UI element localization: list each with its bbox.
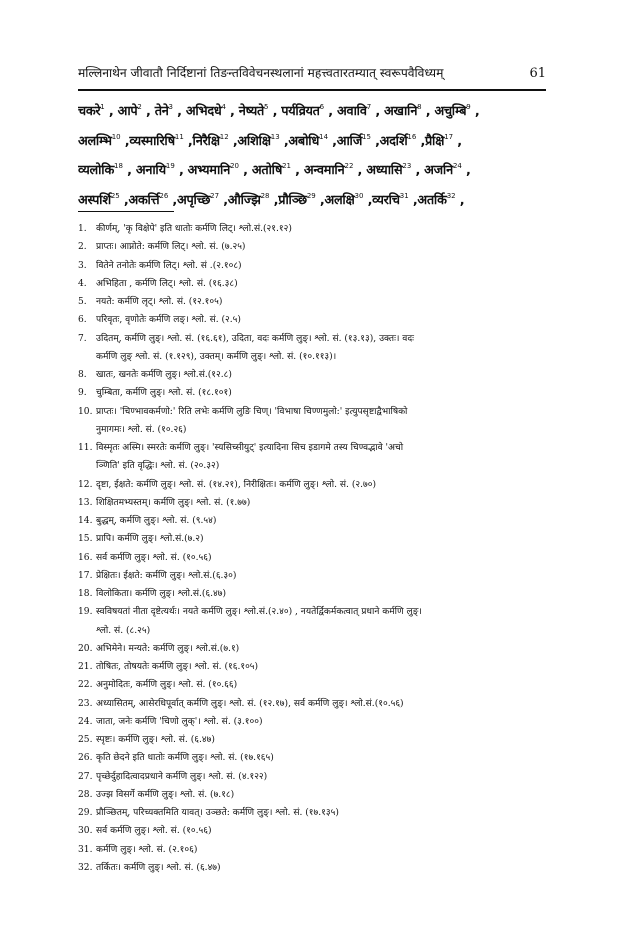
footnote bbox=[78, 786, 552, 804]
footnote-line: कीर्णम्, 'कृ विक्षेपे' इति धातोः कर्मणि लिट्। श्लो.सं.(२१.१२) bbox=[96, 224, 292, 234]
footnote-line: अभिहिता , कर्मणि लिट्। श्लो. सं. (१६.३८) bbox=[96, 278, 238, 289]
footnote-ref[interactable]: 22 bbox=[344, 162, 354, 170]
footnote-ref[interactable]: 19 bbox=[165, 162, 175, 170]
footnote-ref[interactable]: 32 bbox=[446, 191, 456, 200]
footnote bbox=[78, 293, 552, 311]
footnote-number: 30. bbox=[78, 826, 93, 837]
verb-form: चकरे bbox=[78, 104, 101, 119]
footnote-ref[interactable]: 27 bbox=[210, 191, 220, 200]
footnote-number: 19. bbox=[78, 607, 93, 618]
footnote-line: प्राप्तः। 'चिण्भावकर्मणो:' रिति लभेः कर्मणि लुङि चिण्। 'विभाषा चिण्णमुलो:' इत्युपसृष्टाद्वैभाषिको bbox=[96, 406, 408, 417]
footnote-line: वितेने तनोतेः कर्मणि लिट्। श्लो. सं .(२.१०८) bbox=[96, 260, 242, 271]
body-line bbox=[78, 125, 550, 155]
footnote-ref[interactable]: 28 bbox=[260, 191, 270, 200]
footnote-text bbox=[96, 512, 552, 530]
footnote-number: 26. bbox=[78, 753, 93, 764]
footnote-ref[interactable]: 4 bbox=[221, 103, 226, 111]
footnote-text bbox=[96, 384, 552, 402]
footnote-line: प्रौञ्छितम्, परिच्यक्तमिति यावत्। उञ्छते: कर्मणि लुङ्। श्लो. सं. (१७.१३५) bbox=[96, 808, 339, 818]
footnote-text bbox=[96, 275, 552, 293]
footnote bbox=[78, 476, 552, 494]
verb-form: , bbox=[461, 163, 471, 178]
footnote-number: 6. bbox=[78, 315, 87, 326]
footnote-ref[interactable]: 15 bbox=[362, 132, 371, 141]
footnote-ref[interactable]: 11 bbox=[174, 132, 184, 141]
footnote bbox=[78, 749, 552, 767]
footnote-number: 27. bbox=[78, 771, 93, 782]
footnote-line: ञ्णिति' इति वृद्धिः। श्लो. सं. (२०.३२) bbox=[96, 461, 220, 472]
footnote bbox=[78, 257, 552, 275]
footnote-line: चुम्बिता, कर्मणि लुङ्। श्लो. सं. (१८.१०१) bbox=[96, 388, 232, 399]
footnote-text bbox=[96, 530, 552, 548]
footnote-number: 23. bbox=[78, 698, 93, 709]
footnote-number: 21. bbox=[78, 662, 93, 672]
running-header bbox=[78, 64, 546, 81]
body-line bbox=[78, 184, 550, 214]
footnote-line: अध्यासितम्, आसेरधिपूर्वात् कर्मणि लुङ्। श्लो. सं. (१२.१७), सर्व कर्मणि लुङ्। श्लो.सं.(१०.५६) bbox=[96, 698, 404, 709]
footnote-line: प्रापि। कर्मणि लुङ्। श्लो.सं.(७.२) bbox=[96, 534, 204, 545]
footnote-text bbox=[96, 804, 552, 822]
footnote-number: 28. bbox=[78, 789, 93, 800]
footnote-line: तर्कितः। कर्मणि लुङ्। श्लो. सं. (६.४७) bbox=[96, 862, 221, 873]
footnote-ref[interactable]: 12 bbox=[219, 132, 229, 141]
footnote-line: परिवृतः, वृणोतेः कर्मणि लङ्। श्लो. सं. (२.५) bbox=[96, 315, 241, 326]
verb-form: ,अकर्त्ति bbox=[119, 192, 160, 208]
footnote-text bbox=[96, 585, 552, 603]
footnote-number: 15. bbox=[78, 534, 93, 545]
footnote-line: प्राप्तः। आप्नोते: कर्मणि लिट्। श्लो. सं. (७.२५) bbox=[96, 242, 246, 253]
footnote-ref[interactable]: 31 bbox=[399, 191, 409, 200]
footnote-ref[interactable]: 2 bbox=[137, 103, 142, 111]
verb-form: , bbox=[453, 133, 462, 149]
footnote-ref[interactable]: 21 bbox=[282, 162, 291, 170]
footnote-number: 11. bbox=[78, 443, 93, 453]
footnote-ref[interactable]: 9 bbox=[466, 103, 471, 111]
verb-form: , आपे bbox=[104, 104, 138, 119]
verb-form: अलम्भि bbox=[78, 133, 112, 149]
verb-form: , bbox=[455, 192, 465, 208]
footnote-text bbox=[96, 311, 552, 329]
footnote-text bbox=[96, 567, 552, 585]
footnote-ref[interactable]: 3 bbox=[168, 103, 173, 111]
footnote-number: 1. bbox=[78, 224, 87, 234]
verb-form: ,प्रैक्षि bbox=[416, 133, 445, 149]
footnote bbox=[78, 549, 552, 567]
verb-form: ,औज्झि bbox=[219, 192, 261, 208]
verb-form: , अखानि bbox=[371, 104, 418, 119]
footnote-text bbox=[96, 749, 552, 767]
verb-form: ,अपृच्छि bbox=[168, 192, 211, 208]
footnote-text bbox=[96, 220, 552, 238]
footnotes bbox=[78, 220, 552, 877]
footnote bbox=[78, 238, 552, 256]
verb-form: ,अतर्कि bbox=[408, 192, 447, 208]
footnote-ref[interactable]: 13 bbox=[270, 132, 280, 141]
verb-form: ,अशिक्षि bbox=[228, 133, 271, 149]
footnote-line: बुद्धम्, कर्मणि लुङ्। श्लो. सं. (९.५४) bbox=[96, 516, 217, 526]
verb-form: , तेने bbox=[141, 104, 169, 119]
verb-form: , अतोषि bbox=[239, 163, 283, 178]
footnote-ref[interactable]: 14 bbox=[319, 132, 329, 141]
footnote-number: 17. bbox=[78, 570, 93, 581]
footnote bbox=[78, 859, 552, 877]
footnote-number: 3. bbox=[78, 260, 87, 271]
footnote-line: श्लो. सं. (८.२५) bbox=[96, 625, 151, 636]
footnote-line: विस्मृतः अस्मि। स्मरतेः कर्मणि लुङ्। 'स्यसिच्सीयुट्' इत्यादिना सिच इडागमे तस्य चिण्वद्भावे 'अचो bbox=[96, 443, 404, 453]
footnote-text bbox=[96, 768, 552, 786]
footnote bbox=[78, 330, 552, 367]
footnote-text bbox=[96, 695, 552, 713]
footnote bbox=[78, 603, 552, 640]
footnote bbox=[78, 695, 552, 713]
verb-form: ,प्रौञ्छि bbox=[269, 192, 307, 208]
footnote bbox=[78, 676, 552, 694]
footnote bbox=[78, 366, 552, 384]
footnote-ref[interactable]: 20 bbox=[230, 162, 239, 170]
footnote-line: स्वविषयतां नीता दृष्टेत्यर्थः। नयते कर्मणि लुङ्। श्लो.सं.(२.४०) , नयतेर्द्विकर्मकत्वात् प्रधाने कर्मणि लुङ्। bbox=[96, 607, 422, 618]
verb-form: , पर्यव्रियत bbox=[268, 104, 320, 119]
footnote-number: 12. bbox=[78, 479, 93, 490]
footnote-text bbox=[96, 549, 552, 567]
footnote-text bbox=[96, 603, 552, 640]
verb-form: , नेष्यते bbox=[225, 104, 264, 119]
footnote-line: सर्व कर्मणि लुङ्। श्लो. सं. (१०.५६) bbox=[96, 552, 212, 563]
footnote-line: स्पृष्टः। कर्मणि लुङ्। श्लो. सं. (६.४७) bbox=[96, 735, 215, 745]
verb-form: ,आर्जि bbox=[328, 133, 363, 149]
footnote-ref[interactable]: 30 bbox=[354, 191, 364, 200]
footnote-line: खातः, खनतेः कर्मणि लुङ्। श्लो.सं.(१२.८) bbox=[96, 370, 232, 380]
footnote-text bbox=[96, 841, 552, 859]
footnote-ref[interactable]: 16 bbox=[407, 132, 417, 141]
footnote-text bbox=[96, 366, 552, 384]
footnote-text bbox=[96, 859, 552, 877]
footnote-number: 32. bbox=[78, 862, 93, 873]
footnote-line: नयते: कर्मणि लृट्। श्लो. सं. (१२.१०५) bbox=[96, 297, 223, 307]
footnote-ref[interactable]: 29 bbox=[306, 191, 316, 200]
footnote bbox=[78, 658, 552, 676]
verb-form: ,अलक्षि bbox=[315, 192, 355, 208]
footnote bbox=[78, 841, 552, 859]
footnote-text bbox=[96, 439, 552, 476]
footnote bbox=[78, 512, 552, 530]
footnote bbox=[78, 220, 552, 238]
footnote-line: प्रेक्षितः। ईक्षते: कर्मणि लुङ्। श्लो.सं.(६.३०) bbox=[96, 570, 237, 581]
footnote-number: 2. bbox=[78, 242, 87, 253]
footnote bbox=[78, 530, 552, 548]
verb-form: , अनायि bbox=[122, 163, 166, 178]
footnote-text bbox=[96, 658, 552, 676]
verb-form: , अन्वमानि bbox=[291, 163, 345, 178]
footnote-line: पृच्छेर्दुहादित्वादप्रधाने कर्मणि लुङ्। श्लो. सं. (४.१२२) bbox=[96, 771, 268, 782]
footnote-number: 8. bbox=[78, 370, 87, 380]
footnote-number: 16. bbox=[78, 552, 93, 563]
footnote-line: कर्मणि लुङ्। श्लो. सं. (२.१०६) bbox=[96, 844, 198, 855]
verb-form: ,व्यरचि bbox=[363, 192, 400, 208]
verb-form: ,निरैक्षि bbox=[183, 133, 220, 149]
footnote bbox=[78, 822, 552, 840]
footnote bbox=[78, 640, 552, 658]
footnote-number: 5. bbox=[78, 297, 87, 307]
footnote-text bbox=[96, 822, 552, 840]
footnote bbox=[78, 585, 552, 603]
verb-form: ,व्यस्मारिषि bbox=[120, 133, 175, 149]
footnote-ref[interactable]: 8 bbox=[417, 103, 422, 111]
footnote bbox=[78, 275, 552, 293]
footnote-number: 13. bbox=[78, 497, 93, 508]
footnote-number: 29. bbox=[78, 808, 93, 818]
footnote-number: 14. bbox=[78, 516, 93, 526]
footnote-text bbox=[96, 676, 552, 694]
verb-form: , अजनि bbox=[411, 163, 453, 178]
footnote-line: दृष्टा, ईक्षते: कर्मणि लुङ्। श्लो. सं. (१४.२१), निरीक्षितः। कर्मणि लुङ्। श्लो. सं. (२.७०) bbox=[96, 479, 376, 490]
footnote-number: 31. bbox=[78, 844, 93, 855]
verb-form: , अचुम्बि bbox=[421, 104, 467, 119]
footnote-ref[interactable]: 5 bbox=[263, 103, 269, 111]
footnote-ref[interactable]: 6 bbox=[319, 103, 325, 111]
footnote bbox=[78, 768, 552, 786]
verb-form: , अभिदधे bbox=[173, 104, 222, 119]
verb-form: ,अबोधि bbox=[279, 133, 320, 149]
footnote bbox=[78, 311, 552, 329]
footnote-ref[interactable]: 1 bbox=[100, 103, 105, 111]
footnote-number: 20. bbox=[78, 643, 93, 654]
footnote-text bbox=[96, 238, 552, 256]
footnote-number: 4. bbox=[78, 278, 87, 289]
footnote-line: जाता, जनेः कर्मणि 'चिणो लुक्'। श्लो. सं. (३.१००) bbox=[96, 716, 263, 727]
footnote-line: सर्व कर्मणि लुङ्। श्लो. सं. (१०.५६) bbox=[96, 826, 212, 837]
footnote-ref[interactable]: 24 bbox=[452, 162, 462, 170]
body-line bbox=[78, 154, 550, 184]
footnote-number: 24. bbox=[78, 716, 93, 727]
footnote-separator bbox=[78, 211, 174, 212]
footnote-line: उदितम्, कर्मणि लुङ्। श्लो. सं. (१६.६१), उदिता, वदः कर्मणि लुङ्। श्लो. सं. (१३.१३), उक्तः। वदः bbox=[96, 333, 415, 344]
footnote-line: कृति छेदने इति धातोः कर्मणि लुङ्। श्लो. सं. (१७.१६५) bbox=[96, 753, 274, 764]
footnote-ref[interactable]: 23 bbox=[402, 162, 412, 170]
footnote bbox=[78, 713, 552, 731]
footnote-number: 10. bbox=[78, 406, 93, 417]
footnote-line: तोषितः, तोषयतेः कर्मणि लुङ्। श्लो. सं. (१६.१०५) bbox=[96, 662, 259, 672]
footnote-text bbox=[96, 786, 552, 804]
header-rule bbox=[78, 89, 546, 91]
footnote-number: 25. bbox=[78, 735, 93, 745]
footnote bbox=[78, 384, 552, 402]
footnote-line: विलोकिता। कर्मणि लुङ्। श्लो.सं.(६.४७) bbox=[96, 589, 227, 599]
body-line bbox=[78, 95, 550, 125]
footnote-ref[interactable]: 18 bbox=[114, 162, 123, 170]
footnote-ref[interactable]: 7 bbox=[366, 103, 372, 111]
footnote-number: 18. bbox=[78, 589, 93, 599]
verb-form: अस्पर्शि bbox=[78, 192, 111, 208]
verb-form: , अभ्यमानि bbox=[174, 163, 231, 178]
footnote-ref[interactable]: 26 bbox=[159, 191, 169, 200]
footnote-number: 7. bbox=[78, 333, 87, 344]
footnote-text bbox=[96, 494, 552, 512]
footnote-line: कर्मणि लुङ् श्लो. सं. (१.१२९), उक्तम्। कर्मणि लुङ्। श्लो. सं. (१०.११३)। bbox=[96, 351, 337, 362]
footnote-ref[interactable]: 10 bbox=[111, 132, 121, 141]
footnote-text bbox=[96, 330, 552, 367]
verb-form: व्यलोकि bbox=[78, 163, 115, 178]
footnote bbox=[78, 439, 552, 476]
header-title: मल्लिनाथेन जीवातौ निर्दिष्टानां तिङन्तविवेचनस्थलानां महत्त्वतारतम्यात् स्वरूपवैविध्यम् bbox=[78, 66, 444, 80]
footnote bbox=[78, 804, 552, 822]
footnote-text bbox=[96, 713, 552, 731]
footnote-number: 22. bbox=[78, 680, 93, 691]
footnote-line: अभिमेने। मन्यते: कर्मणि लुङ्। श्लो.सं.(७.१) bbox=[96, 643, 240, 654]
footnote-line: शिक्षितमभ्यस्तम्। कर्मणि लुङ्। श्लो. सं. (१.७७) bbox=[96, 497, 251, 508]
footnote-line: उज्झ विसर्गे कर्मणि लुङ्। श्लो. सं. (७.१८) bbox=[96, 789, 235, 800]
footnote bbox=[78, 567, 552, 585]
footnote-ref[interactable]: 25 bbox=[110, 191, 120, 200]
footnote-number: 9. bbox=[78, 388, 87, 399]
footnote-line: नुमागमः। श्लो. सं. (१०.२६) bbox=[96, 424, 187, 435]
footnote bbox=[78, 494, 552, 512]
footnote bbox=[78, 731, 552, 749]
page-number: 61 bbox=[529, 66, 546, 81]
verb-form: , अवावि bbox=[324, 104, 367, 119]
footnote-text bbox=[96, 293, 552, 311]
footnote-text bbox=[96, 731, 552, 749]
footnote-text bbox=[96, 257, 552, 275]
footnote-ref[interactable]: 17 bbox=[444, 132, 454, 141]
verb-form: ,अदर्शि bbox=[370, 133, 408, 149]
verb-form: , bbox=[470, 104, 480, 119]
verb-form: , अध्यासि bbox=[353, 163, 403, 178]
footnote-text bbox=[96, 476, 552, 494]
footnote-text bbox=[96, 403, 552, 440]
verb-form-list bbox=[78, 95, 550, 213]
footnote-line: अनुमोदितः, कर्मणि लुङ्। श्लो. सं. (१०.६६) bbox=[96, 680, 238, 691]
footnote bbox=[78, 403, 552, 440]
footnote-text bbox=[96, 640, 552, 658]
